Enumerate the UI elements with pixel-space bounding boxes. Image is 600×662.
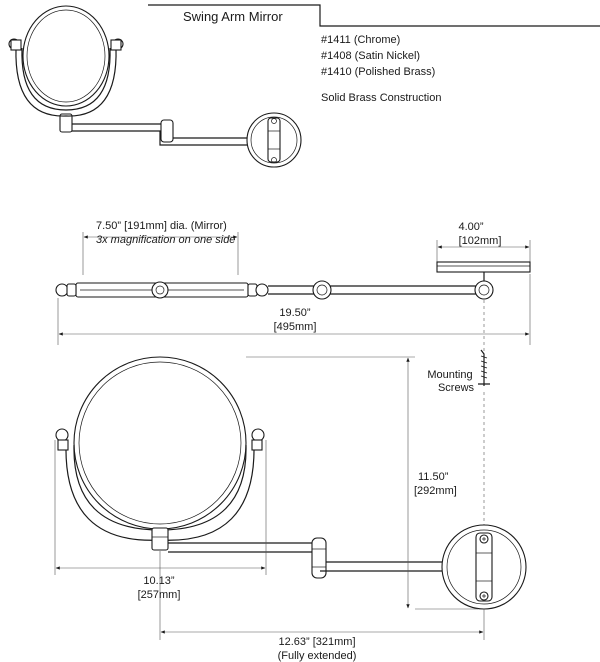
mirror-width-label: 10.13” (143, 575, 175, 587)
title: Swing Arm Mirror (183, 9, 283, 24)
height-mm-label: [292mm] (414, 485, 457, 497)
top-view (56, 232, 530, 360)
model-polished-brass: #1410 (Polished Brass) (321, 66, 436, 78)
mounting-screw-illustration (478, 350, 490, 530)
model-satin-nickel: #1408 (Satin Nickel) (321, 50, 421, 62)
mirror-diameter-label: 7.50” [191mm] dia. (Mirror) (96, 220, 227, 232)
plate-width-label: 4.00” (458, 221, 484, 233)
screws-label: Screws (437, 382, 475, 394)
plate-width-mm-label: [102mm] (458, 235, 502, 247)
extension-note: (Fully extended) (277, 650, 357, 662)
thumbnail-illustration (9, 6, 301, 167)
total-width-mm-label: [495mm] (273, 321, 317, 333)
model-chrome: #1411 (Chrome) (321, 34, 401, 46)
front-view (55, 357, 526, 640)
magnification-label: 3x magnification on one side (96, 234, 236, 246)
total-width-label: 19.50” (279, 307, 311, 319)
mounting-label: Mounting (427, 369, 473, 381)
title-block (148, 5, 600, 104)
construction-note: Solid Brass Construction (321, 92, 442, 104)
extension-label: 12.63” [321mm] (278, 636, 356, 648)
mirror-width-mm-label: [257mm] (137, 589, 181, 601)
height-label: 11.50” (418, 471, 449, 483)
